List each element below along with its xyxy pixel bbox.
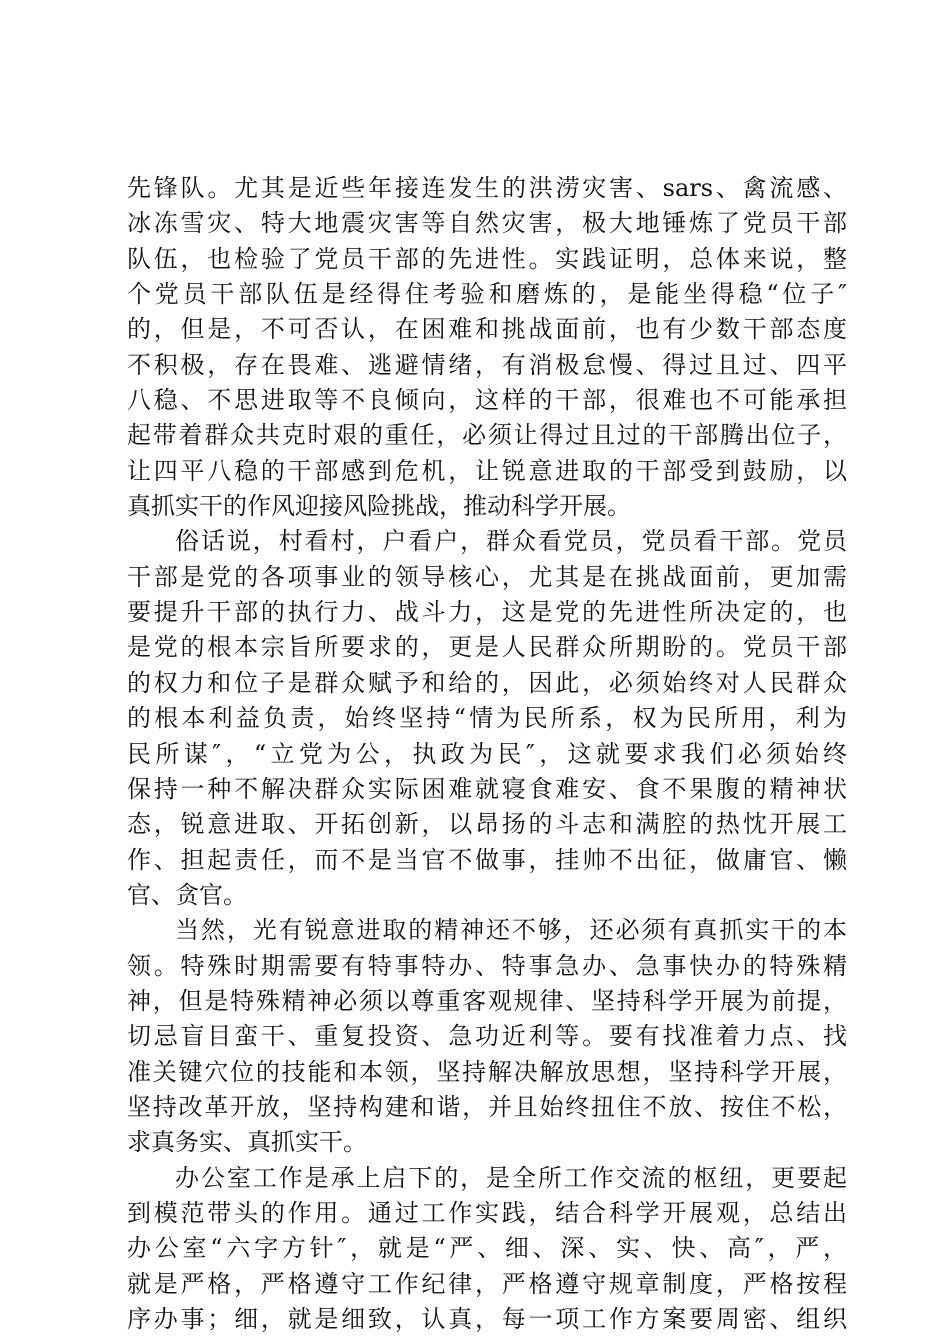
paragraph-3-line: 准关键穴位的技能和本领，坚持解决解放思想，坚持科学开展， [127,1057,847,1086]
paragraph-2-line: 作、担起责任，而不是当官不做事，挂帅不出征，做庸官、懒 [127,845,847,874]
paragraph-2-line: 俗话说，村看村，户看户，群众看党员，党员看干部。党员 [175,527,847,556]
paragraph-3-line: 切忌盲目蛮干、重复投资、急功近利等。要有找准着力点、找 [127,1022,847,1051]
paragraph-2-line: 是党的根本宗旨所要求的，更是人民群众所期盼的。党员干部 [127,633,847,662]
document-body [127,171,847,1337]
paragraph-2-line: 干部是党的各项事业的领导核心，尤其是在挑战面前，更加需 [127,562,847,591]
paragraph-4-line: 办公室工作是承上启下的，是全所工作交流的枢纽，更要起 [175,1163,847,1192]
paragraph-1-line: 不积极，存在畏难、逃避情绪，有消极怠慢、得过且过、四平 [127,350,847,379]
paragraph-2-line: 要提升干部的执行力、战斗力，这是党的先进性所决定的，也 [127,598,847,627]
paragraph-3-line: 求真务实、真抓实干。 [127,1128,367,1157]
paragraph-1-line: 个党员干部队伍是经得住考验和磨炼的，是能坐得稳“位子″ [127,280,847,309]
paragraph-1-line: 让四平八稳的干部感到危机，让锐意进取的干部受到鼓励，以 [127,456,847,485]
paragraph-2-line: 的权力和位子是群众赋予和给的，因此，必须始终对人民群众 [127,668,847,697]
paragraph-3-line: 神，但是特殊精神必须以尊重客观规律、坚持科学开展为前提， [127,986,847,1015]
paragraph-2-line: 态，锐意进取、开拓创新，以昂扬的斗志和满腔的热忱开展工 [127,810,847,839]
paragraph-2-line: 的根本利益负责，始终坚持“情为民所系，权为民所用，利为 [127,704,847,733]
paragraph-2-line: 民所谋″，“立党为公，执政为民″，这就要求我们必须始终 [127,739,847,768]
paragraph-4-line: 就是严格，严格遵守工作纪律，严格遵守规章制度，严格按程 [127,1269,847,1298]
paragraph-3-line: 当然，光有锐意进取的精神还不够，还必须有真抓实干的本 [175,916,847,945]
paragraph-2-line: 官、贪官。 [127,880,247,909]
paragraph-3-line: 领。特殊时期需要有特事特办、特事急办、急事快办的特殊精 [127,951,847,980]
paragraph-4-line: 序办事；细，就是细致，认真，每一项工作方案要周密、组织 [127,1305,847,1333]
paragraph-1-line: 冰冻雪灾、特大地震灾害等自然灾害，极大地锤炼了党员干部 [127,209,847,238]
paragraph-1-line: 的，但是，不可否认，在困难和挑战面前，也有少数干部态度 [127,315,847,344]
paragraph-1-line: 先锋队。尤其是近些年接连发生的洪涝灾害、sars、禽流感、 [127,174,847,202]
paragraph-3-line: 坚持改革开放，坚持构建和谐，并且始终扭住不放、按住不松， [127,1092,847,1121]
paragraph-1-line: 真抓实干的作风迎接风险挑战，推动科学开展。 [127,492,631,521]
paragraph-1-line: 队伍，也检验了党员干部的先进性。实践证明，总体来说，整 [127,244,847,273]
paragraph-1-line: 八稳、不思进取等不良倾向，这样的干部，很难也不可能承担 [127,386,847,415]
paragraph-1-line: 起带着群众共克时艰的重任，必须让得过且过的干部腾出位子， [127,421,847,450]
paragraph-2-line: 保持一种不解决群众实际困难就寝食难安、食不果腹的精神状 [127,774,847,803]
paragraph-4-line: 办公室“六字方针″，就是“严、细、深、实、快、高″，严， [127,1234,847,1263]
paragraph-4-line: 到模范带头的作用。通过工作实践，结合科学开展观，总结出 [127,1198,847,1227]
